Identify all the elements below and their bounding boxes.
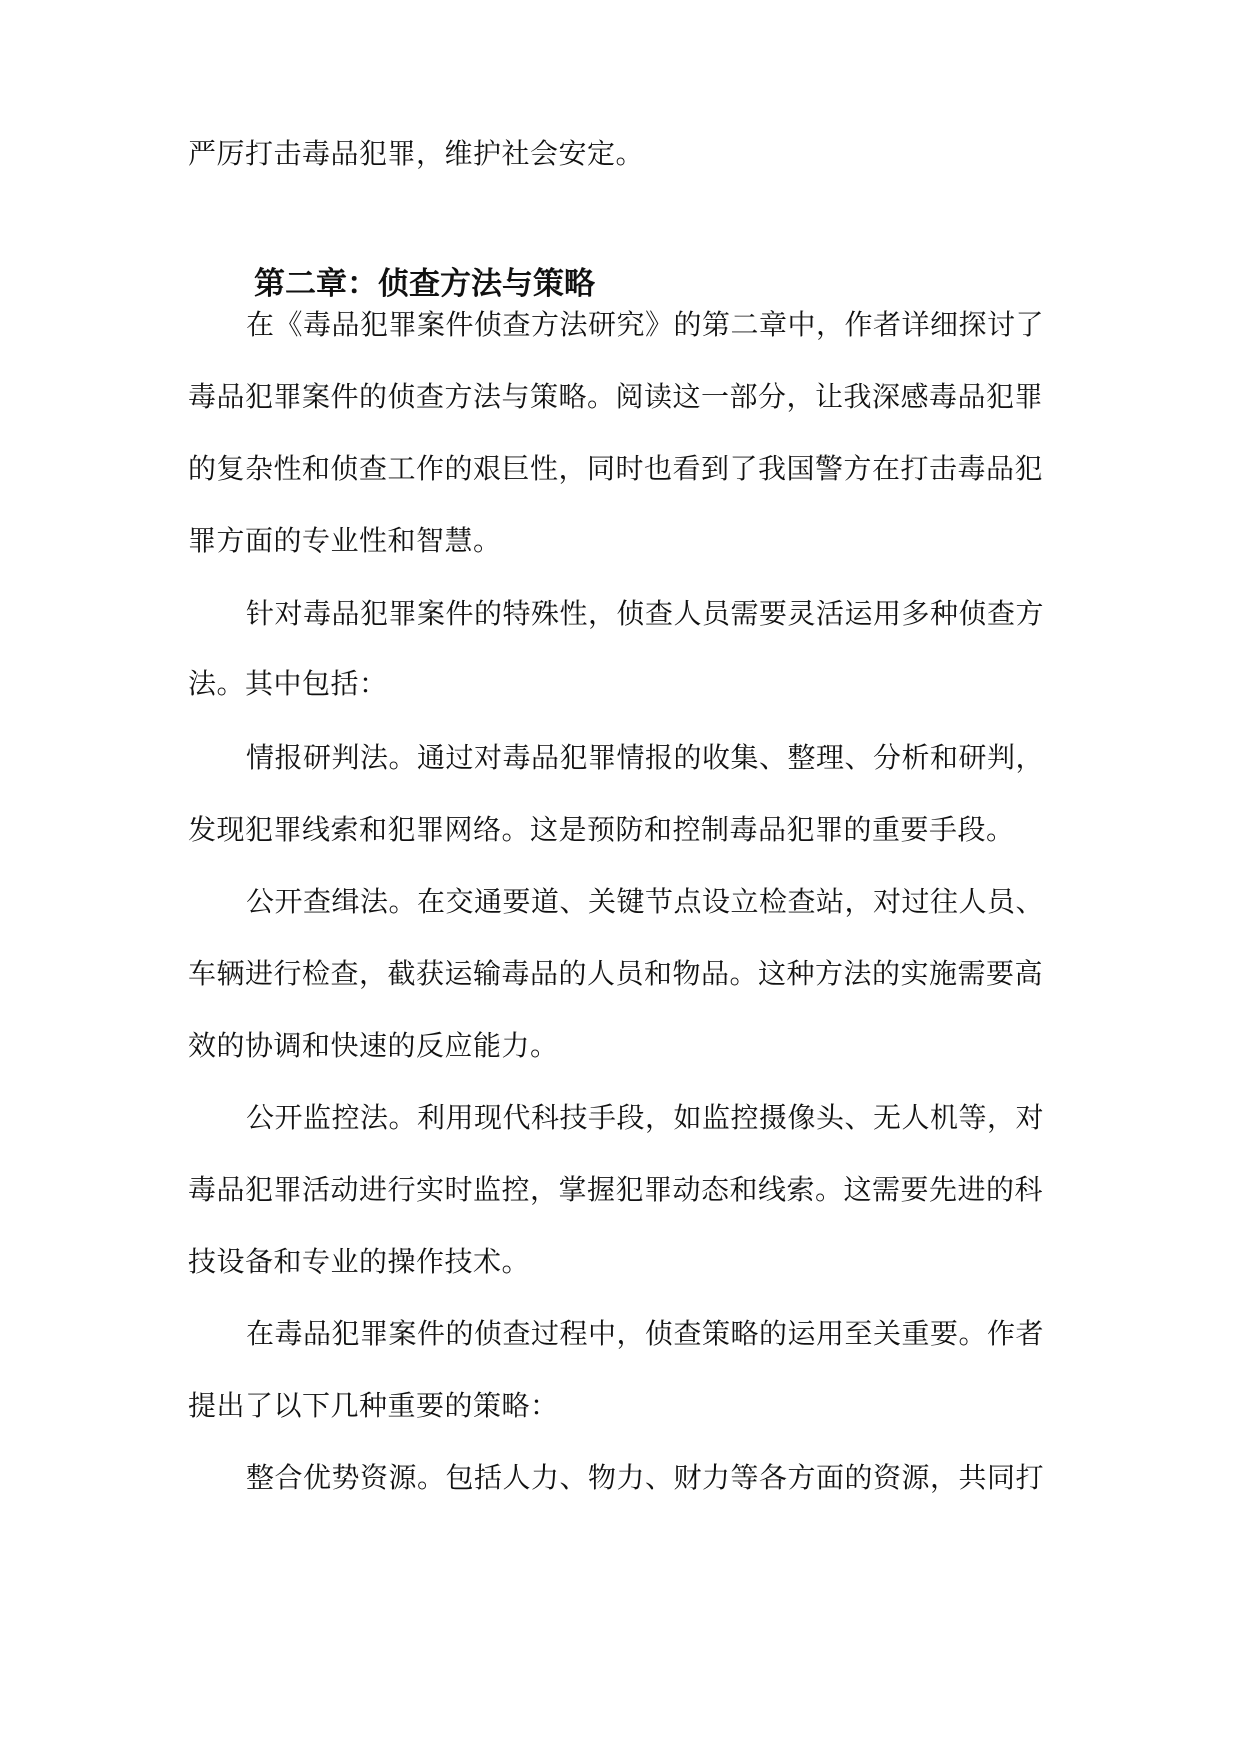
paragraph-line: 的复杂性和侦查工作的艰巨性，同时也看到了我国警方在打击毒品犯 bbox=[188, 452, 1044, 485]
paragraph-line: 公开查缉法。在交通要道、关键节点设立检查站，对过往人员、 bbox=[246, 885, 1045, 918]
paragraph-line: 毒品犯罪活动进行实时监控，掌握犯罪动态和线索。这需要先进的科 bbox=[188, 1173, 1044, 1206]
paragraph-line: 毒品犯罪案件的侦查方法与策略。阅读这一部分，让我深感毒品犯罪 bbox=[188, 380, 1044, 413]
paragraph-line: 提出了以下几种重要的策略： bbox=[188, 1389, 559, 1422]
paragraph-line: 技设备和专业的操作技术。 bbox=[188, 1245, 531, 1278]
paragraph-line: 公开监控法。利用现代科技手段，如监控摄像头、无人机等，对 bbox=[246, 1101, 1045, 1134]
paragraph-line: 发现犯罪线索和犯罪网络。这是预防和控制毒品犯罪的重要手段。 bbox=[188, 813, 1015, 846]
paragraph-line: 效的协调和快速的反应能力。 bbox=[188, 1029, 559, 1062]
paragraph-line: 针对毒品犯罪案件的特殊性，侦查人员需要灵活运用多种侦查方 bbox=[246, 597, 1045, 630]
paragraph-line: 整合优势资源。包括人力、物力、财力等各方面的资源，共同打 bbox=[246, 1461, 1045, 1494]
paragraph-line: 情报研判法。通过对毒品犯罪情报的收集、整理、分析和研判， bbox=[246, 741, 1045, 774]
paragraph-line: 罪方面的专业性和智慧。 bbox=[188, 524, 502, 557]
chapter-heading: 第二章：侦查方法与策略 bbox=[254, 266, 595, 302]
paragraph-line: 车辆进行检查，截获运输毒品的人员和物品。这种方法的实施需要高 bbox=[188, 957, 1044, 990]
paragraph-line: 在毒品犯罪案件的侦查过程中，侦查策略的运用至关重要。作者 bbox=[246, 1317, 1045, 1350]
paragraph-line: 严厉打击毒品犯罪，维护社会安定。 bbox=[188, 137, 645, 170]
paragraph-line: 在《毒品犯罪案件侦查方法研究》的第二章中，作者详细探讨了 bbox=[246, 308, 1045, 341]
paragraph-line: 法。其中包括： bbox=[188, 667, 388, 700]
